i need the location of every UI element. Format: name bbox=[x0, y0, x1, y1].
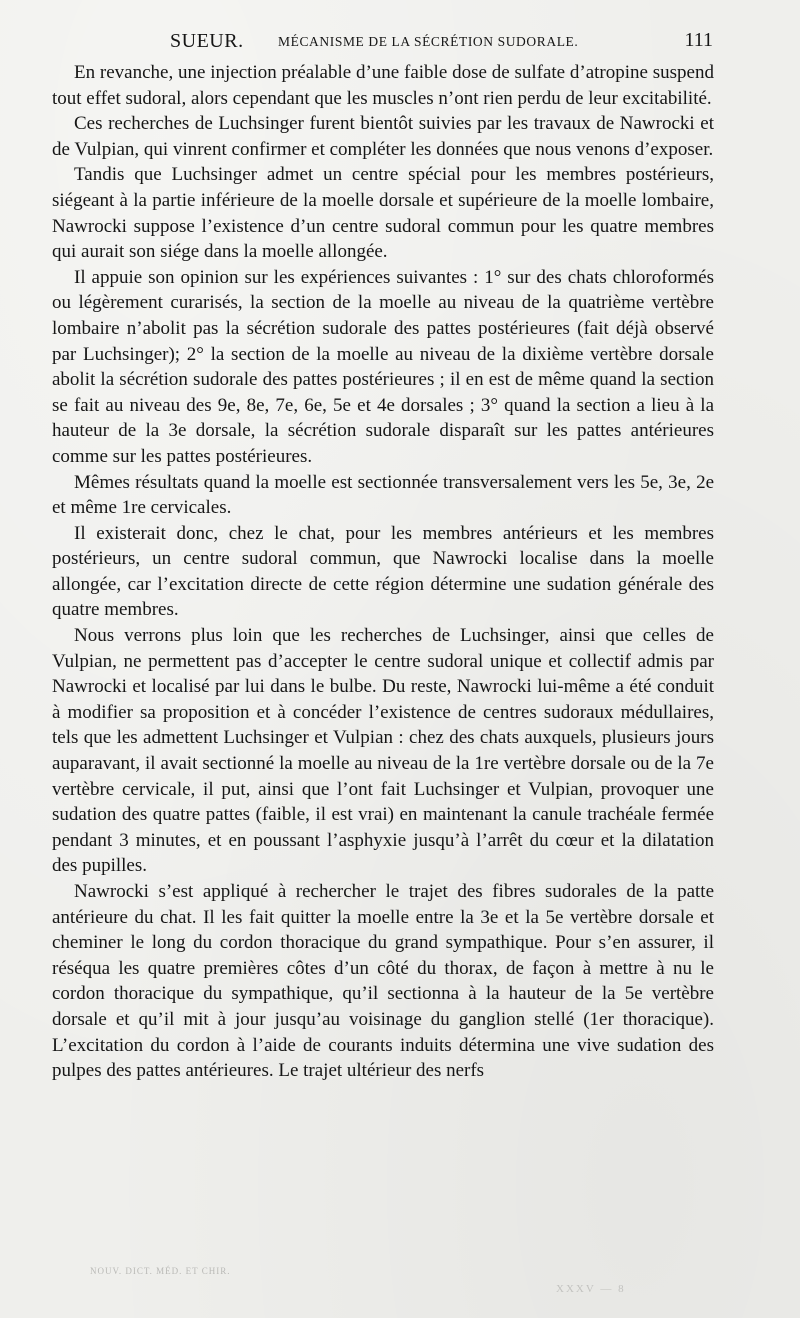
paragraph-2: Ces recherches de Luchsinger furent bientôt suivies par les travaux de Nawrocki et de Vulpian, qui vinrent confirmer et compléter les données que nous venons d’exposer. bbox=[52, 113, 714, 160]
paragraph-8: Nawrocki s’est appliqué à rechercher le trajet des fibres sudorales de la patte antérieure du chat. Il les fait quitter la moelle entre la 3e et la 5e vertèbre dorsale et cheminer le long du cordon thoracique du grand sympathique. Pour s’en assurer, il réséqua les quatre premières côtes d’un côté du thorax, de façon à mettre à nu le cordon thoracique du sympathique, qu’il sectionna à la hauteur de la 5e vertèbre dorsale et qu’il mit à jour jusqu’au voisinage du ganglion stellé (1er thoracique). L’excitation du cordon à l’aide de courants induits détermina une vive sudation des pulpes des pattes antérieures. Le trajet ultérieur des nerfs bbox=[52, 881, 714, 1082]
running-head bbox=[55, 26, 715, 56]
paragraph-4: Il appuie son opinion sur les expériences suivantes : 1° sur des chats chloroformés ou légèrement curarisés, la section de la moelle au niveau de la quatrième vertèbre lombaire n’abolit pas la sécrétion sudorale des pattes postérieures (fait déjà observé par Luchsinger); 2° la section de la moelle au niveau de la dixième vertèbre dorsale abolit la sécrétion sudorale des pattes postérieures ; il en est de même quand la section se fait au niveau des 9e, 8e, 7e, 6e, 5e et 4e dorsales ; 3° quand la section a lieu à la hauteur de la 3e dorsale, la sécrétion sudorale disparaît sur les pattes antérieures comme sur les pattes postérieures. bbox=[52, 266, 714, 467]
paragraph-3: Tandis que Luchsinger admet un centre spécial pour les membres postérieurs, siégeant à la partie inférieure de la moelle dorsale et supérieure de la moelle lombaire, Nawrocki suppose l’existence d’un centre sudoral commun pour les quatre membres qui aurait son siége dans la moelle allongée. bbox=[52, 164, 714, 263]
footer-journal-line: NOUV. DICT. MÉD. ET CHIR. bbox=[90, 1266, 231, 1276]
paragraph-6: Il existerait donc, chez le chat, pour les membres antérieurs et les membres postérieurs, un centre sudoral commun, que Nawrocki localise dans la moelle allongée, car l’excitation directe de cette région détermine une sudation générale des quatre membres. bbox=[52, 522, 714, 621]
footer-signature: XXXV — 8 bbox=[556, 1283, 626, 1295]
running-head-title: MÉCANISME DE LA SÉCRÉTION SUDORALE. bbox=[278, 34, 579, 49]
paragraph-7: Nous verrons plus loin que les recherches de Luchsinger, ainsi que celles de Vulpian, ne permettent pas d’accepter le centre sudoral unique et collectif admis par Nawrocki et localisé par lui dans le bulbe. Du reste, Nawrocki lui-même a été conduit à modifier sa proposition et à concéder l’existence de centres sudoraux médullaires, tels que les admettent Luchsinger et Vulpian : chez des chats auxquels, plusieurs jours auparavant, il avait sectionné la moelle au niveau de la 1re vertèbre dorsale ou de la 7e vertèbre cervicale, il put, ainsi que l’ont fait Luchsinger et Vulpian, provoquer une sudation des quatre pattes (faible, il est vrai) en maintenant la canule trachéale fermée pendant 3 minutes, et en poussant l’asphyxie jusqu’à l’arrêt du cœur et la dilatation des pupilles. bbox=[52, 625, 714, 877]
page-number: 111 bbox=[684, 29, 713, 51]
running-head-author: SUEUR. bbox=[170, 30, 244, 52]
paragraph-1: En revanche, une injection préalable d’une faible dose de sulfate d’atropine suspend tout effet sudoral, alors cependant que les muscles n’ont rien perdu de leur excitabilité. bbox=[52, 62, 714, 109]
paragraph-5: Mêmes résultats quand la moelle est sectionnée transversalement vers les 5e, 3e, 2e et même 1re cervicales. bbox=[52, 471, 714, 519]
body-text bbox=[52, 60, 714, 1084]
